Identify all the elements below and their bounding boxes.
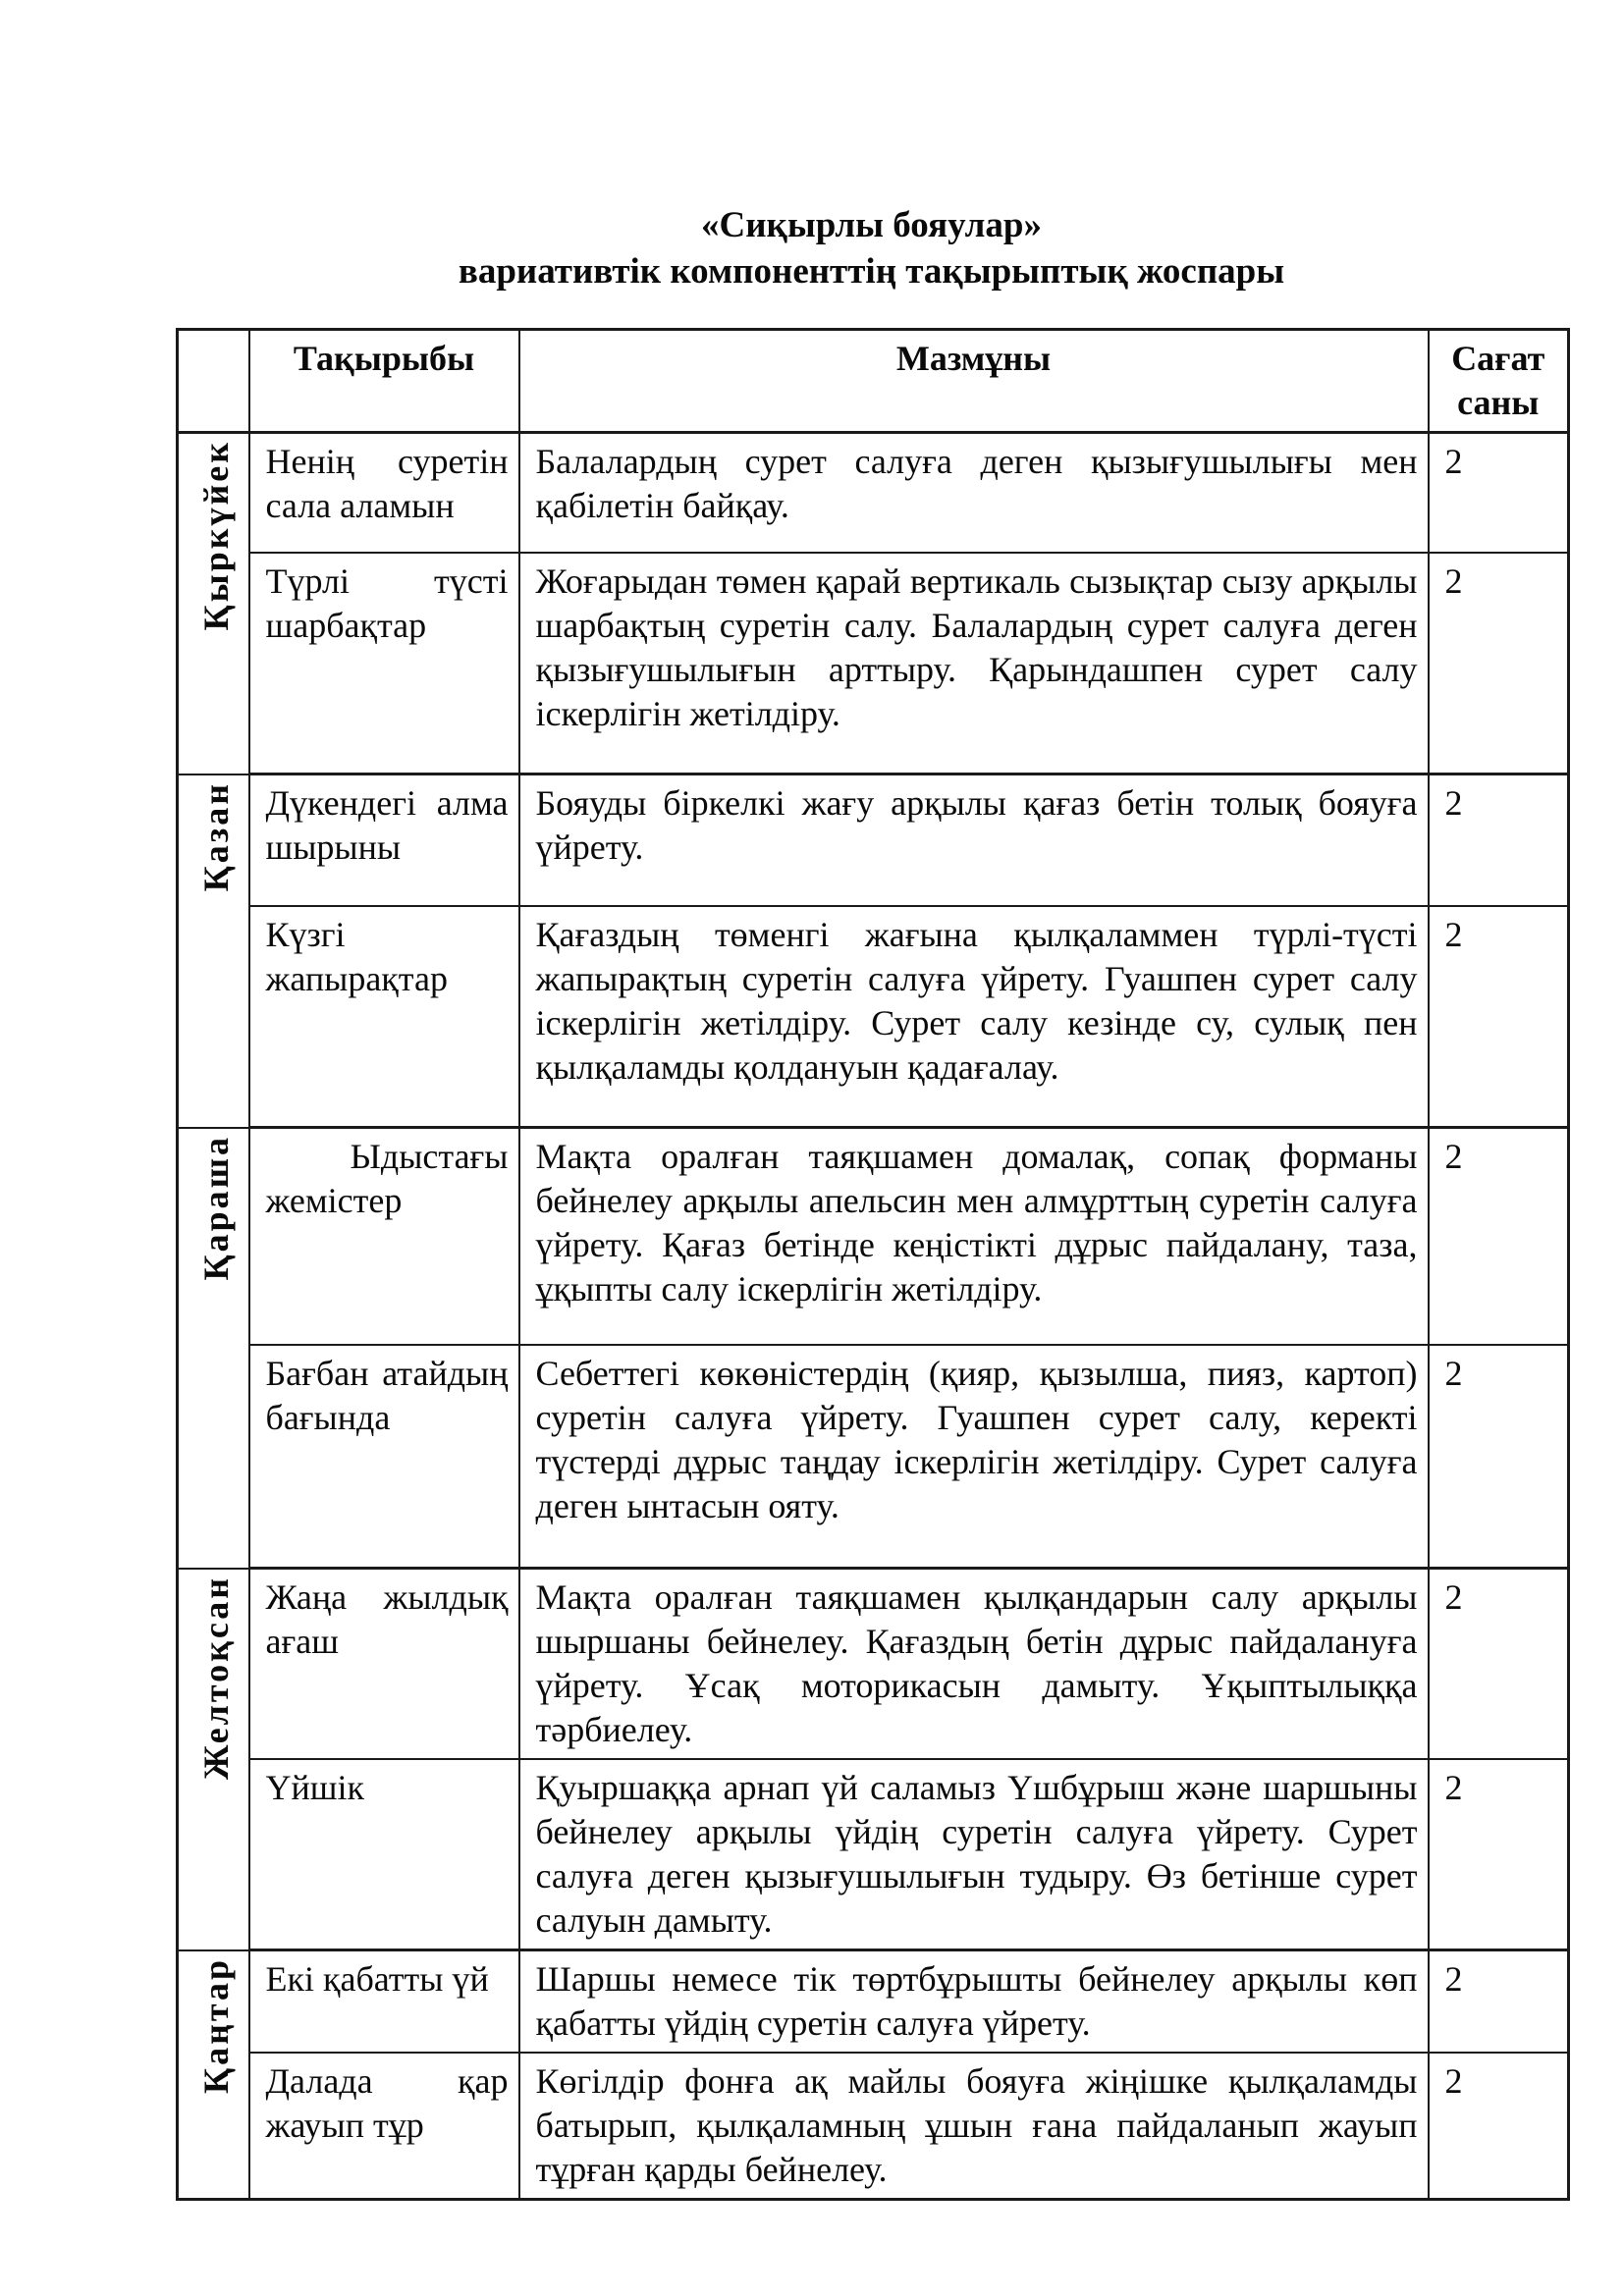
table-row: [178, 1345, 1569, 1569]
content-cell: Себеттегі көкөністердің (қияр, қызылша, пияз, картоп) суретін салуға үйрету. Гуашпен сурет салу, керекті түстерді дұрыс таңдау іскерлігін жетілдіру. Сурет салуға деген ынтасын ояту.: [519, 1345, 1429, 1569]
table-header-row: [178, 330, 1569, 433]
table-row: [178, 553, 1569, 774]
hours-cell: 2: [1429, 1345, 1569, 1569]
table-row: [178, 1950, 1569, 2054]
month-cell-january: [178, 1950, 249, 2200]
topic-cell: Дүкендегі алма шырыны: [249, 774, 519, 906]
month-label: Қараша: [196, 1134, 236, 1281]
hours-cell: 2: [1429, 1759, 1569, 1950]
month-cell-october: [178, 774, 249, 1128]
table-row: [178, 774, 1569, 906]
topic-cell: Үйшік: [249, 1759, 519, 1950]
table-row: [178, 906, 1569, 1128]
content-cell: Мақта оралған таяқшамен қылқандарын салу арқылы шыршаны бейнелеу. Қағаздың бетін дұрыс пайдалануға үйрету. Ұсақ моторикасын дамыту. Ұқыптылыққа тәрбиелеу.: [519, 1569, 1429, 1760]
month-column-header: [178, 330, 249, 433]
content-cell: Жоғарыдан төмен қарай вертикаль сызықтар сызу арқылы шарбақтың суретін салу. Балалардың сурет салуға деген қызығушылығын арттыру. Қарындашпен сурет салу іскерлігін жетілдіру.: [519, 553, 1429, 774]
month-cell-november: [178, 1128, 249, 1569]
month-label: Желтоқсан: [196, 1575, 236, 1780]
topic-cell: Жаңа жылдық ағаш: [249, 1569, 519, 1760]
table-row: [178, 1128, 1569, 1345]
table-row: [178, 1569, 1569, 1760]
content-cell: Қағаздың төменгі жағына қылқаламмен түрлі-түсті жапырақтың суретін салуға үйрету. Гуашпен сурет салу іскерлігін жетілдіру. Сурет салу кезінде су, сулық пен қылқаламды қолдануын қадағалау.: [519, 906, 1429, 1128]
content-cell: Қуыршаққа арнап үй саламыз Үшбұрыш және шаршыны бейнелеу арқылы үйдің суретін салуға үйрету. Сурет салуға деген қызығушылығын тудыру. Өз бетінше сурет салуын дамыту.: [519, 1759, 1429, 1950]
month-label: Қыркүйек: [196, 440, 236, 631]
topic-cell: Далада қар жауып тұр: [249, 2053, 519, 2200]
content-cell: Шаршы немесе тік төртбұрышты бейнелеу арқылы көп қабатты үйдің суретін салуға үйрету.: [519, 1950, 1429, 2054]
table-row: [178, 433, 1569, 553]
hours-cell: 2: [1429, 1569, 1569, 1760]
hours-cell: 2: [1429, 553, 1569, 774]
topic-cell: Бағбан атайдың бағында: [249, 1345, 519, 1569]
content-column-header: Мазмұны: [519, 330, 1429, 433]
title-line-2: вариативтік компоненттің тақырыптық жоспары: [458, 251, 1285, 292]
hours-column-header: Сағат саны: [1429, 330, 1569, 433]
document-title: [176, 202, 1567, 294]
month-cell-september: [178, 433, 249, 774]
hours-cell: 2: [1429, 1950, 1569, 2054]
content-cell: Балалардың сурет салуға деген қызығушылығы мен қабілетін байқау.: [519, 433, 1429, 553]
topic-column-header: Тақырыбы: [249, 330, 519, 433]
topic-cell: Күзгі жапырақтар: [249, 906, 519, 1128]
topic-cell: Ыдыстағы жемістер: [249, 1128, 519, 1345]
table-row: [178, 2053, 1569, 2200]
hours-cell: 2: [1429, 433, 1569, 553]
month-label: Қазан: [196, 780, 236, 891]
content-cell: Көгілдір фонға ақ майлы бояуға жіңішке қылқаламды батырып, қылқаламның ұшын ғана пайдаланып жауып тұрған қарды бейнелеу.: [519, 2053, 1429, 2200]
hours-cell: 2: [1429, 2053, 1569, 2200]
hours-cell: 2: [1429, 906, 1569, 1128]
hours-cell: 2: [1429, 774, 1569, 906]
month-cell-december: [178, 1569, 249, 1950]
month-label: Қаңтар: [196, 1956, 236, 2094]
topic-cell: Ненің суретін сала аламын: [249, 433, 519, 553]
topic-cell: Екі қабатты үй: [249, 1950, 519, 2054]
topic-cell: Түрлі түсті шарбақтар: [249, 553, 519, 774]
hours-cell: 2: [1429, 1128, 1569, 1345]
content-cell: Бояуды біркелкі жағу арқылы қағаз бетін толық бояуға үйрету.: [519, 774, 1429, 906]
content-cell: Мақта оралған таяқшамен домалақ, сопақ форманы бейнелеу арқылы апельсин мен алмұрттың суретін салуға үйрету. Қағаз бетінде кеңістікті дұрыс пайдалану, таза, ұқыпты салу іскерлігін жетілдіру.: [519, 1128, 1429, 1345]
title-line-1: «Сиқырлы бояулар»: [700, 205, 1043, 245]
thematic-plan-table: [176, 328, 1570, 2201]
table-row: [178, 1759, 1569, 1950]
